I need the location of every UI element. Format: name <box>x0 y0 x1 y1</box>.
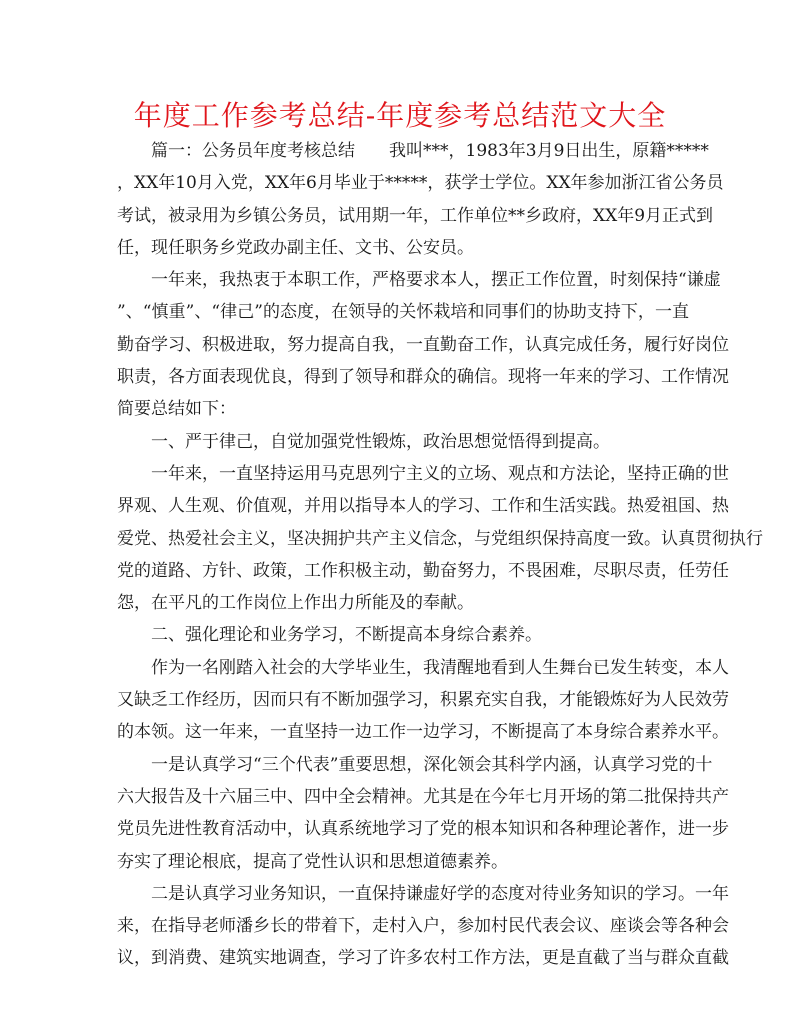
text-line: 考试，被录用为乡镇公务员，试用期一年，工作单位**乡政府，XX年9月正式到 <box>117 205 714 226</box>
text-line: 界观、人生观、价值观，并用以指导本人的学习、工作和生活实践。热爱祖国、热 <box>117 496 729 517</box>
text-line: 职责，各方面表现优良，得到了领导和群众的确信。现将一年来的学习、工作情况 <box>117 367 729 388</box>
text-line: 任，现任职务乡党政办副主任、文书、公安员。 <box>117 237 474 258</box>
text-line: 一、严于律己，自觉加强党性锻炼，政治思想觉悟得到提高。 <box>151 431 610 452</box>
text-line: 夯实了理论根底，提高了党性认识和思想道德素养。 <box>117 851 508 872</box>
text-line: 的本领。这一年来，一直坚持一边工作一边学习，不断提高了本身综合素养水平。 <box>117 722 729 743</box>
text-line: 党员先进性教育活动中，认真系统地学习了党的根本知识和各种理论著作，进一步 <box>117 819 729 840</box>
text-line: 二、强化理论和业务学习，不断提高本身综合素养。 <box>151 625 542 646</box>
text-line: 议，到消费、建筑实地调查，学习了许多农村工作方法，更是直截了当与群众直截 <box>117 948 729 969</box>
text-line: 勤奋学习、积极进取，努力提高自我，一直勤奋工作，认真完成任务，履行好岗位 <box>117 334 729 355</box>
text-line: 党的道路、方针、政策，工作积极主动，勤奋努力，不畏困难，尽职尽责，任劳任 <box>117 560 729 581</box>
text-line: 一年来，一直坚持运用马克思列宁主义的立场、观点和方法论，坚持正确的世 <box>151 463 729 484</box>
document-body <box>117 135 763 975</box>
text-line: 又缺乏工作经历，因而只有不断加强学习，积累充实自我，才能锻炼好为人民效劳 <box>117 690 729 711</box>
text-line: 作为一名刚踏入社会的大学毕业生，我清醒地看到人生舞台已发生转变，本人 <box>151 657 729 678</box>
text-line: 一是认真学习“三个代表”重要思想，深化领会其科学内涵，认真学习党的十 <box>151 754 713 775</box>
text-line: 六大报告及十六届三中、四中全会精神。尤其是在今年七月开场的第二批保持共产 <box>117 786 729 807</box>
text-line: 来，在指导老师潘乡长的带着下，走村入户，参加村民代表会议、座谈会等各种会 <box>117 916 729 937</box>
text-line: 一年来，我热衷于本职工作，严格要求本人，摆正工作位置，时刻保持“谦虚 <box>151 270 721 291</box>
text-line: 爱党、热爱社会主义，坚决拥护共产主义信念，与党组织保持高度一致。认真贯彻执行 <box>117 528 763 549</box>
text-line: 篇一：公务员年度考核总结 我叫***，1983年3月9日出生，原籍***** <box>151 141 709 161</box>
text-line: 二是认真学习业务知识，一直保持谦虚好学的态度对待业务知识的学习。一年 <box>151 883 729 904</box>
document-title: 年度工作参考总结-年度参考总结范文大全 <box>133 99 667 132</box>
text-line: ”、“慎重”、“律己”的态度，在领导的关怀栽培和同事们的协助支持下，一直 <box>117 302 689 323</box>
text-line: 简要总结如下： <box>117 399 236 420</box>
text-line: 怨，在平凡的工作岗位上作出力所能及的奉献。 <box>117 593 474 614</box>
text-line: ，XX年10月入党，XX年6月毕业于*****，获学士学位。XX年参加浙江省公务员 <box>117 173 724 194</box>
